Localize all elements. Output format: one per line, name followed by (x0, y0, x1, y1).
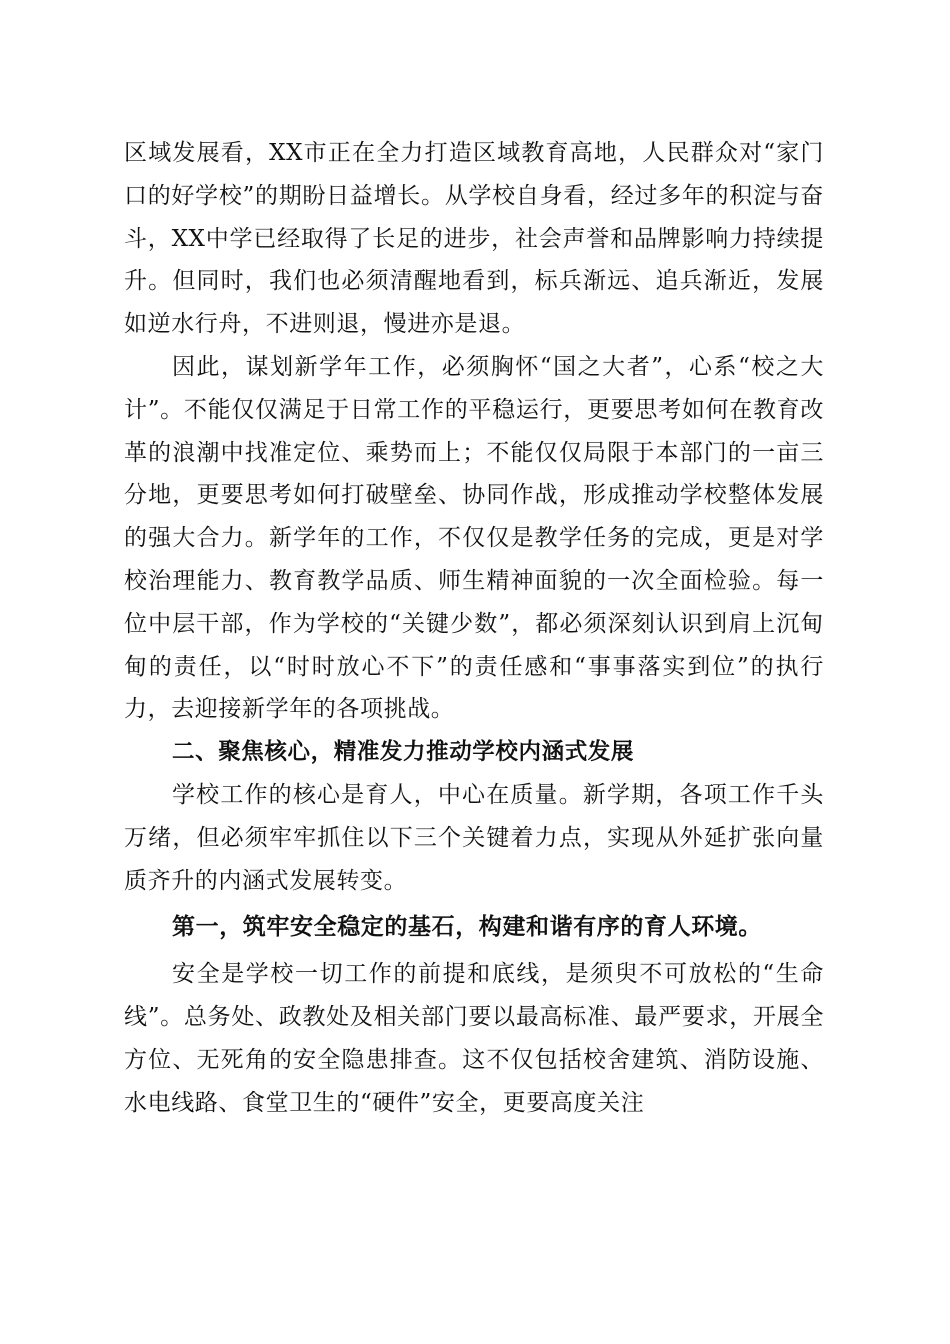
subsection-heading: 第一，筑牢安全稳定的基石，构建和谐有序的育人环境。 (172, 913, 762, 941)
paragraph-continued: 区域发展看，XX市正在全力打造区域教育高地，人民群众对“家门口的好学校”的期盼日益增长。从学校自身看，经过多年的积淀与奋斗，XX中学已经取得了长足的进步，社会声誉和品牌影响力持续提升。但同时，我们也必须清醒地看到，标兵渐远、追兵渐近，发展如逆水行舟，不进则退，慢进亦是退。 (124, 140, 824, 338)
document-body (124, 132, 824, 1124)
section-heading: 二、聚焦核心，精准发力推动学校内涵式发展 (172, 739, 635, 766)
paragraph-safety: 安全是学校一切工作的前提和底线，是须臾不可放松的“生命线”。总务处、政教处及相关部门要以最高标准、最严要求，开展全方位、无死角的安全隐患排查。这不仅包括校舍建筑、消防设施、水电线路、食堂卫生的“硬件”安全，更要高度关注 (124, 961, 824, 1116)
paragraph-core: 学校工作的核心是育人，中心在质量。新学期，各项工作千头万绪，但必须牢牢抓住以下三个关键着力点，实现从外延扩张向量质齐升的内涵式发展转变。 (124, 781, 824, 894)
paragraph-planning: 因此，谋划新学年工作，必须胸怀“国之大者”，心系“校之大计”。不能仅仅满足于日常工作的平稳运行，更要思考如何在教育改革的浪潮中找准定位、乘势而上；不能仅仅局限于本部门的一亩三分地，更要思考如何打破壁垒、协同作战，形成推动学校整体发展的强大合力。新学年的工作，不仅仅是教学任务的完成，更是对学校治理能力、教育教学品质、师生精神面貌的一次全面检验。每一位中层干部，作为学校的“关键少数”，都必须深刻认识到肩上沉甸甸的责任，以“时时放心不下”的责任感和“事事落实到位”的执行力，去迎接新学年的各项挑战。 (124, 353, 824, 723)
